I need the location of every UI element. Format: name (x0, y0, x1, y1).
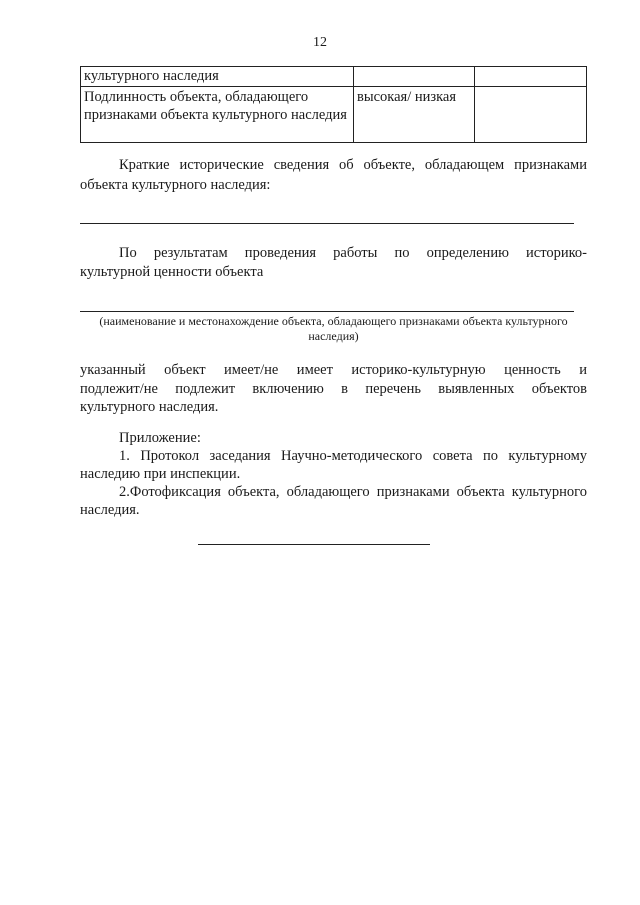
table-row (81, 67, 587, 87)
appendix-item-2-line-2: наследия. (80, 502, 140, 518)
results-line-1: По результатам проведения работы по определению историко- (119, 245, 587, 261)
appendix-item-1-line-1: 1. Протокол заседания Научно-методического совета по культурному (119, 448, 587, 464)
attributes-table (80, 66, 587, 143)
table-cell (475, 87, 587, 143)
conclusion-line-3: культурного наследия. (80, 399, 219, 415)
appendix-item-1-line-2: наследию при инспекции. (80, 466, 241, 482)
object-name-caption-line-1: (наименование и местонахождение объекта, обладающего признаками объекта культурного (99, 314, 568, 328)
history-heading-line-2: объекта культурного наследия: (80, 177, 271, 193)
conclusion-line-1: указанный объект имеет/не имеет историко-культурную ценность и (80, 362, 587, 378)
object-name-fill-line (80, 311, 574, 312)
conclusion-line-2: подлежит/не подлежит включению в перечень выявленных объектов (80, 381, 587, 397)
history-heading-line-1: Краткие исторические сведения об объекте, обладающем признаками (119, 157, 587, 173)
table-cell: высокая/ низкая (354, 87, 475, 143)
appendix-title: Приложение: (119, 430, 201, 446)
page-number: 12 (313, 35, 327, 50)
results-line-2: культурной ценности объекта (80, 264, 264, 280)
table-cell (475, 67, 587, 87)
end-divider-line (198, 544, 430, 545)
table-cell: Подлинность объекта, обладающего признаками объекта культурного наследия (81, 87, 354, 143)
table-cell (354, 67, 475, 87)
table-cell: культурного наследия (81, 67, 354, 87)
table-row (81, 87, 587, 143)
history-fill-line (80, 223, 574, 224)
object-name-caption-line-2: наследия) (308, 329, 359, 343)
appendix-item-2-line-1: 2.Фотофиксация объекта, обладающего признаками объекта культурного (119, 484, 587, 500)
